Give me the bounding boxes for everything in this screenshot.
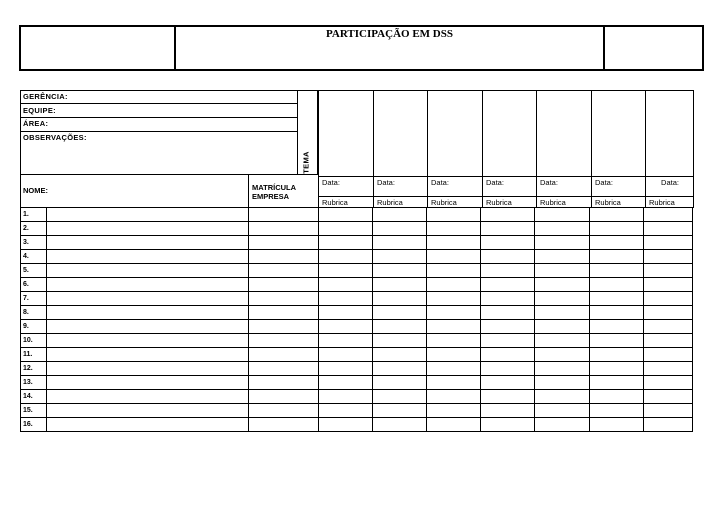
- row-number: 2.: [21, 222, 47, 236]
- session-divider: [591, 196, 646, 197]
- matricula-cell[interactable]: [248, 208, 318, 222]
- rubrica-cell[interactable]: [481, 292, 535, 306]
- session-divider: [536, 196, 592, 197]
- name-cell[interactable]: [46, 418, 248, 432]
- row-number: 14.: [21, 390, 47, 404]
- rubrica-cell[interactable]: [590, 208, 644, 222]
- rubrica-cell[interactable]: [535, 292, 590, 306]
- rubrica-cell[interactable]: [535, 278, 590, 292]
- session-divider: [318, 196, 374, 197]
- area-label: ÁREA:: [23, 119, 49, 128]
- matricula-cell[interactable]: [248, 404, 318, 418]
- matricula-cell[interactable]: [248, 292, 318, 306]
- session-rubrica-label: Rubrica: [431, 198, 457, 207]
- matricula-cell[interactable]: [248, 236, 318, 250]
- session-date-label: Data:: [595, 178, 613, 187]
- name-cell[interactable]: [46, 320, 248, 334]
- name-cell[interactable]: [46, 376, 248, 390]
- session-date-label: Data:: [661, 178, 679, 187]
- rubrica-cell[interactable]: [481, 306, 535, 320]
- session-rubrica-label: Rubrica: [377, 198, 403, 207]
- table-row: [21, 404, 693, 418]
- rubrica-cell[interactable]: [427, 376, 481, 390]
- rubrica-cell[interactable]: [427, 390, 481, 404]
- rubrica-cell[interactable]: [535, 334, 590, 348]
- name-cell[interactable]: [46, 362, 248, 376]
- rubrica-cell[interactable]: [590, 418, 644, 432]
- rubrica-cell[interactable]: [590, 348, 644, 362]
- matricula-cell[interactable]: [248, 278, 318, 292]
- rubrica-cell[interactable]: [373, 348, 427, 362]
- matricula-cell[interactable]: [248, 250, 318, 264]
- rubrica-cell[interactable]: [373, 390, 427, 404]
- rubrica-cell[interactable]: [535, 250, 590, 264]
- rubrica-cell[interactable]: [643, 292, 692, 306]
- session-date-label: Data:: [431, 178, 449, 187]
- matricula-cell[interactable]: [248, 390, 318, 404]
- rubrica-cell[interactable]: [373, 418, 427, 432]
- name-cell[interactable]: [46, 208, 248, 222]
- rubrica-cell[interactable]: [481, 334, 535, 348]
- session-rubrica-label: Rubrica: [595, 198, 621, 207]
- session-divider: [591, 176, 646, 177]
- page-title: PARTICIPAÇÃO EM DSS: [326, 28, 453, 40]
- rubrica-cell[interactable]: [643, 278, 692, 292]
- rubrica-cell[interactable]: [535, 306, 590, 320]
- rubrica-cell[interactable]: [318, 376, 373, 390]
- rubrica-cell[interactable]: [535, 404, 590, 418]
- rubrica-cell[interactable]: [318, 404, 373, 418]
- table-row: [21, 334, 693, 348]
- rubrica-cell[interactable]: [373, 320, 427, 334]
- rubrica-cell[interactable]: [590, 222, 644, 236]
- rubrica-cell[interactable]: [590, 390, 644, 404]
- rubrica-cell[interactable]: [481, 264, 535, 278]
- divider: [20, 103, 298, 104]
- rubrica-cell[interactable]: [590, 376, 644, 390]
- rubrica-cell[interactable]: [427, 348, 481, 362]
- table-row: [21, 250, 693, 264]
- name-cell[interactable]: [46, 306, 248, 320]
- name-cell[interactable]: [46, 292, 248, 306]
- gerencia-label: GERÊNCIA:: [23, 92, 68, 101]
- rubrica-cell[interactable]: [318, 320, 373, 334]
- rubrica-cell[interactable]: [481, 390, 535, 404]
- rubrica-cell[interactable]: [643, 404, 692, 418]
- rubrica-cell[interactable]: [318, 334, 373, 348]
- rubrica-cell[interactable]: [535, 208, 590, 222]
- row-number: 3.: [21, 236, 47, 250]
- matricula-cell[interactable]: [248, 320, 318, 334]
- session-rubrica-label: Rubrica: [540, 198, 566, 207]
- session-column: [591, 90, 646, 208]
- session-divider: [427, 196, 483, 197]
- matricula-cell[interactable]: [248, 222, 318, 236]
- rubrica-cell[interactable]: [535, 376, 590, 390]
- rubrica-cell[interactable]: [318, 208, 373, 222]
- name-cell[interactable]: [46, 236, 248, 250]
- table-row: [21, 390, 693, 404]
- session-divider: [482, 176, 537, 177]
- session-column: [427, 90, 483, 208]
- row-number: 7.: [21, 292, 47, 306]
- rubrica-cell[interactable]: [373, 376, 427, 390]
- rubrica-cell[interactable]: [373, 292, 427, 306]
- rubrica-cell[interactable]: [318, 390, 373, 404]
- rubrica-cell[interactable]: [535, 390, 590, 404]
- rubrica-cell[interactable]: [318, 306, 373, 320]
- rubrica-cell[interactable]: [535, 320, 590, 334]
- rubrica-cell[interactable]: [373, 334, 427, 348]
- matricula-cell[interactable]: [248, 418, 318, 432]
- session-rubrica-label: Rubrica: [322, 198, 348, 207]
- rubrica-cell[interactable]: [643, 306, 692, 320]
- rubrica-cell[interactable]: [643, 376, 692, 390]
- rubrica-cell[interactable]: [373, 264, 427, 278]
- table-row: [21, 208, 693, 222]
- header-divider-right: [603, 25, 605, 71]
- row-number: 5.: [21, 264, 47, 278]
- rubrica-cell[interactable]: [643, 390, 692, 404]
- rubrica-cell[interactable]: [318, 264, 373, 278]
- nome-header-cell: [20, 175, 249, 208]
- row-number: 10.: [21, 334, 47, 348]
- row-number: 8.: [21, 306, 47, 320]
- rubrica-cell[interactable]: [427, 236, 481, 250]
- rubrica-cell[interactable]: [643, 208, 692, 222]
- rubrica-cell[interactable]: [590, 320, 644, 334]
- rubrica-cell[interactable]: [535, 264, 590, 278]
- table-row: [21, 306, 693, 320]
- session-rubrica-label: Rubrica: [486, 198, 512, 207]
- rubrica-cell[interactable]: [590, 404, 644, 418]
- matricula-cell[interactable]: [248, 264, 318, 278]
- rubrica-cell[interactable]: [643, 320, 692, 334]
- session-date-label: Data:: [322, 178, 340, 187]
- rubrica-cell[interactable]: [590, 306, 644, 320]
- rubrica-cell[interactable]: [318, 278, 373, 292]
- rubrica-cell[interactable]: [318, 222, 373, 236]
- name-cell[interactable]: [46, 390, 248, 404]
- rubrica-cell[interactable]: [427, 404, 481, 418]
- rubrica-cell[interactable]: [590, 334, 644, 348]
- rubrica-cell[interactable]: [481, 278, 535, 292]
- row-number: 15.: [21, 404, 47, 418]
- session-divider: [482, 196, 537, 197]
- session-date-label: Data:: [377, 178, 395, 187]
- matricula-cell[interactable]: [248, 348, 318, 362]
- rubrica-cell[interactable]: [535, 236, 590, 250]
- rubrica-cell[interactable]: [590, 264, 644, 278]
- rubrica-cell[interactable]: [481, 404, 535, 418]
- session-divider: [373, 176, 428, 177]
- rubrica-cell[interactable]: [535, 362, 590, 376]
- rubrica-cell[interactable]: [481, 348, 535, 362]
- table-row: [21, 362, 693, 376]
- table-row: [21, 418, 693, 432]
- session-rubrica-label: Rubrica: [649, 198, 675, 207]
- session-divider: [645, 196, 694, 197]
- rubrica-cell[interactable]: [481, 418, 535, 432]
- name-cell[interactable]: [46, 264, 248, 278]
- rubrica-cell[interactable]: [481, 362, 535, 376]
- table-row: [21, 278, 693, 292]
- rubrica-cell[interactable]: [590, 362, 644, 376]
- row-number: 13.: [21, 376, 47, 390]
- rubrica-cell[interactable]: [643, 418, 692, 432]
- rubrica-cell[interactable]: [590, 278, 644, 292]
- equipe-label: EQUIPE:: [23, 106, 56, 115]
- rubrica-cell[interactable]: [427, 278, 481, 292]
- tema-label: TEMA: [301, 151, 311, 174]
- rubrica-cell[interactable]: [318, 236, 373, 250]
- name-cell[interactable]: [46, 348, 248, 362]
- name-cell[interactable]: [46, 222, 248, 236]
- rubrica-cell[interactable]: [535, 418, 590, 432]
- row-number: 16.: [21, 418, 47, 432]
- rubrica-cell[interactable]: [427, 362, 481, 376]
- rubrica-cell[interactable]: [373, 222, 427, 236]
- table-row: [21, 292, 693, 306]
- row-number: 6.: [21, 278, 47, 292]
- rubrica-cell[interactable]: [427, 208, 481, 222]
- matricula-header: MATRÍCULA: [252, 183, 297, 192]
- session-column: [536, 90, 592, 208]
- rubrica-cell[interactable]: [318, 348, 373, 362]
- rubrica-cell[interactable]: [481, 376, 535, 390]
- table-row: [21, 236, 693, 250]
- session-divider: [373, 196, 428, 197]
- matricula-cell[interactable]: [248, 306, 318, 320]
- rubrica-cell[interactable]: [318, 418, 373, 432]
- session-date-label: Data:: [540, 178, 558, 187]
- rubrica-cell[interactable]: [643, 348, 692, 362]
- session-divider: [536, 176, 592, 177]
- rubrica-cell[interactable]: [481, 250, 535, 264]
- rubrica-cell[interactable]: [318, 292, 373, 306]
- name-cell[interactable]: [46, 250, 248, 264]
- session-column: [318, 90, 374, 208]
- rubrica-cell[interactable]: [427, 334, 481, 348]
- rubrica-cell[interactable]: [318, 362, 373, 376]
- rubrica-cell[interactable]: [535, 348, 590, 362]
- rubrica-cell[interactable]: [427, 306, 481, 320]
- session-divider: [427, 176, 483, 177]
- rubrica-cell[interactable]: [643, 250, 692, 264]
- row-number: 4.: [21, 250, 47, 264]
- observacoes-label: OBSERVAÇÕES:: [23, 133, 87, 142]
- matricula-cell[interactable]: [248, 334, 318, 348]
- rubrica-cell[interactable]: [590, 236, 644, 250]
- rubrica-cell[interactable]: [590, 292, 644, 306]
- rubrica-cell[interactable]: [481, 208, 535, 222]
- rubrica-cell[interactable]: [643, 362, 692, 376]
- rubrica-cell[interactable]: [481, 320, 535, 334]
- rubrica-cell[interactable]: [373, 236, 427, 250]
- table-row: [21, 376, 693, 390]
- name-cell[interactable]: [46, 404, 248, 418]
- rubrica-cell[interactable]: [318, 250, 373, 264]
- rubrica-cell[interactable]: [373, 362, 427, 376]
- table-row: [21, 348, 693, 362]
- rubrica-cell[interactable]: [427, 250, 481, 264]
- empresa-header: EMPRESA: [252, 192, 290, 201]
- rubrica-cell[interactable]: [427, 292, 481, 306]
- row-number: 1.: [21, 208, 47, 222]
- divider: [20, 117, 298, 118]
- matricula-cell[interactable]: [248, 362, 318, 376]
- rubrica-cell[interactable]: [373, 208, 427, 222]
- rubrica-cell[interactable]: [643, 236, 692, 250]
- rubrica-cell[interactable]: [590, 250, 644, 264]
- rubrica-cell[interactable]: [481, 236, 535, 250]
- rubrica-cell[interactable]: [643, 334, 692, 348]
- rubrica-cell[interactable]: [481, 222, 535, 236]
- rubrica-cell[interactable]: [427, 222, 481, 236]
- table-row: [21, 320, 693, 334]
- row-number: 9.: [21, 320, 47, 334]
- session-column: [482, 90, 537, 208]
- rubrica-cell[interactable]: [643, 264, 692, 278]
- divider: [20, 131, 298, 132]
- rubrica-cell[interactable]: [373, 278, 427, 292]
- rubrica-cell[interactable]: [373, 306, 427, 320]
- session-date-label: Data:: [486, 178, 504, 187]
- row-number: 12.: [21, 362, 47, 376]
- rubrica-cell[interactable]: [373, 404, 427, 418]
- session-divider: [318, 176, 374, 177]
- rubrica-cell[interactable]: [643, 222, 692, 236]
- table-row: [21, 222, 693, 236]
- session-column: [645, 90, 694, 208]
- rubrica-cell[interactable]: [373, 250, 427, 264]
- row-number: 11.: [21, 348, 47, 362]
- participants-table: [20, 207, 693, 432]
- rubrica-cell[interactable]: [427, 320, 481, 334]
- name-cell[interactable]: [46, 278, 248, 292]
- rubrica-cell[interactable]: [535, 222, 590, 236]
- session-divider: [645, 176, 694, 177]
- matricula-cell[interactable]: [248, 376, 318, 390]
- rubrica-cell[interactable]: [427, 418, 481, 432]
- session-column: [373, 90, 428, 208]
- rubrica-cell[interactable]: [427, 264, 481, 278]
- table-row: [21, 264, 693, 278]
- name-cell[interactable]: [46, 334, 248, 348]
- nome-header: NOME:: [23, 186, 48, 195]
